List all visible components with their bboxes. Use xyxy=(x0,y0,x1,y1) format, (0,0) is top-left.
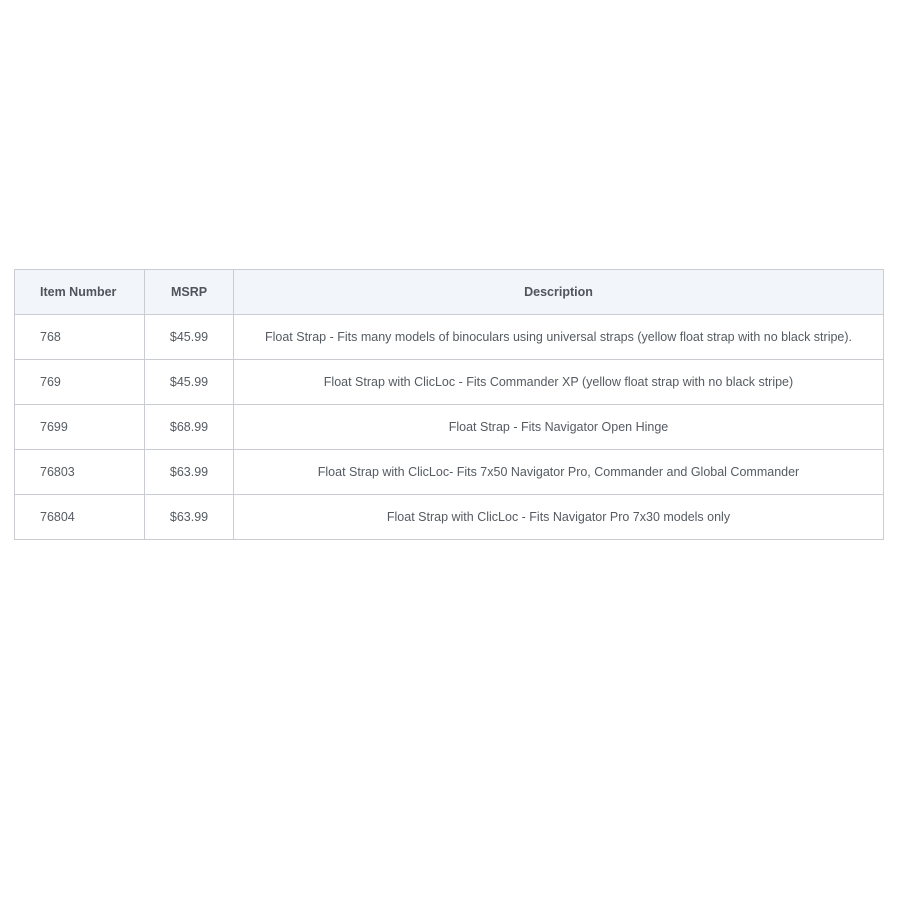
table-body xyxy=(15,315,884,540)
msrp-cell: $68.99 xyxy=(145,405,234,450)
item-number-cell: 76804 xyxy=(15,495,145,540)
item-number-cell: 7699 xyxy=(15,405,145,450)
float-strap-table xyxy=(14,269,884,540)
description-cell: Float Strap - Fits many models of binoculars using universal straps (yellow float strap with no black stripe). xyxy=(234,315,884,360)
header-item-number: Item Number xyxy=(15,270,145,315)
product-table-container xyxy=(14,269,883,540)
table-header xyxy=(15,270,884,315)
description-cell: Float Strap - Fits Navigator Open Hinge xyxy=(234,405,884,450)
table-row xyxy=(15,495,884,540)
msrp-cell: $45.99 xyxy=(145,360,234,405)
msrp-cell: $63.99 xyxy=(145,495,234,540)
table-row xyxy=(15,405,884,450)
item-number-cell: 76803 xyxy=(15,450,145,495)
msrp-cell: $45.99 xyxy=(145,315,234,360)
description-cell: Float Strap with ClicLoc - Fits Navigator Pro 7x30 models only xyxy=(234,495,884,540)
table-row xyxy=(15,450,884,495)
header-row xyxy=(15,270,884,315)
header-msrp: MSRP xyxy=(145,270,234,315)
table-row xyxy=(15,315,884,360)
item-number-cell: 768 xyxy=(15,315,145,360)
description-cell: Float Strap with ClicLoc - Fits Commander XP (yellow float strap with no black stripe) xyxy=(234,360,884,405)
description-cell: Float Strap with ClicLoc- Fits 7x50 Navigator Pro, Commander and Global Commander xyxy=(234,450,884,495)
msrp-cell: $63.99 xyxy=(145,450,234,495)
table-row xyxy=(15,360,884,405)
item-number-cell: 769 xyxy=(15,360,145,405)
header-description: Description xyxy=(234,270,884,315)
